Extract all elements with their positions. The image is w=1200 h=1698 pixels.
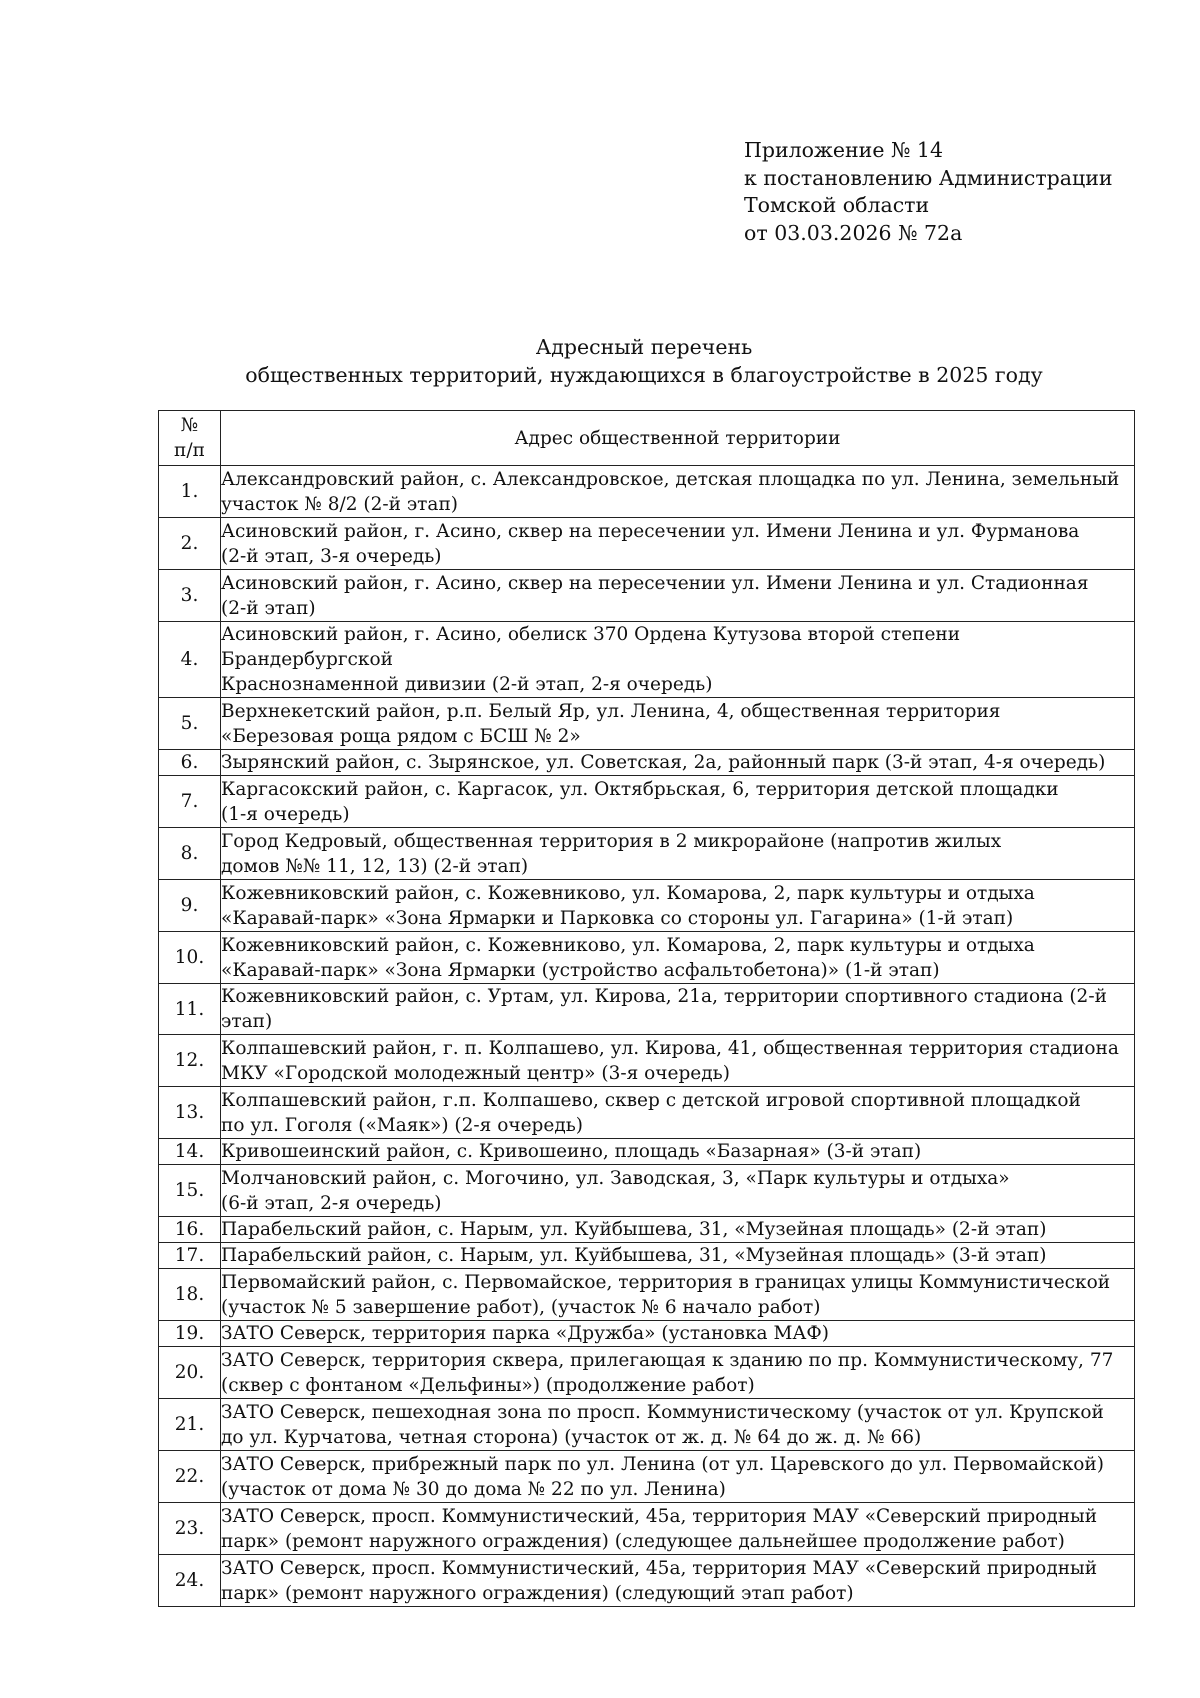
row-number: 16.	[159, 1217, 221, 1243]
row-address-text: Кожевниковский район, с. Кожевниково, ул. Комарова, 2, парк культуры и отдыха «Каравай-парк» «Зона Ярмарки (устройство асфальтобетона)» (1-й этап)	[221, 934, 1035, 981]
row-address	[221, 1087, 1135, 1139]
row-address-text: Парабельский район, с. Нарым, ул. Куйбышева, 31, «Музейная площадь» (2-й этап)	[221, 1219, 1047, 1240]
row-address-text: Каргасокский район, с. Каргасок, ул. Октябрьская, 6, территория детской площадки (1-я очередь)	[221, 778, 1059, 825]
table-row	[159, 1217, 1135, 1243]
row-address-text: Парабельский район, с. Нарым, ул. Куйбышева, 31, «Музейная площадь» (3-й этап)	[221, 1245, 1047, 1266]
table-row	[159, 932, 1135, 984]
table-row	[159, 1035, 1135, 1087]
row-address	[221, 828, 1135, 880]
row-number: 24.	[159, 1555, 221, 1607]
row-address	[221, 1269, 1135, 1321]
row-address-text: ЗАТО Северск, прибрежный парк по ул. Ленина (от ул. Царевского до ул. Первомайской) (участок от дома № 30 до дома № 22 по ул. Ленина)	[221, 1453, 1104, 1500]
row-number: 19.	[159, 1321, 221, 1347]
row-number: 3.	[159, 570, 221, 622]
row-address-text: ЗАТО Северск, территория сквера, прилегающая к зданию по пр. Коммунистическому, 77 (сквер с фонтаном «Дельфины») (продолжение работ)	[221, 1349, 1114, 1396]
row-address-text: Кожевниковский район, с. Кожевниково, ул. Комарова, 2, парк культуры и отдыха «Каравай-парк» «Зона Ярмарки и Парковка со стороны ул. Гагарина» (1-й этап)	[221, 882, 1035, 929]
row-number: 7.	[159, 776, 221, 828]
row-address	[221, 1035, 1135, 1087]
row-address-text: Колпашевский район, г. п. Колпашево, ул. Кирова, 41, общественная территория стадиона МКУ «Городской молодежный центр» (3-я очередь)	[221, 1037, 1119, 1084]
row-number: 23.	[159, 1503, 221, 1555]
row-address	[221, 1555, 1135, 1607]
row-number: 10.	[159, 932, 221, 984]
table-row	[159, 622, 1135, 698]
row-number: 4.	[159, 622, 221, 698]
row-address	[221, 880, 1135, 932]
appendix-line: Приложение № 14	[744, 138, 943, 162]
row-address-text: ЗАТО Северск, территория парка «Дружба» (установка МАФ)	[221, 1323, 829, 1344]
row-address-text: Александровский район, с. Александровское, детская площадка по ул. Ленина, земельный участок № 8/2 (2-й этап)	[221, 468, 1120, 515]
row-address	[221, 1321, 1135, 1347]
row-address-text: Город Кедровый, общественная территория в 2 микрорайоне (напротив жилых домов №№ 11, 12, 13) (2-й этап)	[221, 830, 1002, 877]
row-address	[221, 1451, 1135, 1503]
table-row	[159, 1165, 1135, 1217]
header-address: Адрес общественной территории	[221, 411, 1135, 466]
row-number: 15.	[159, 1165, 221, 1217]
row-address-text: Колпашевский район, г.п. Колпашево, сквер с детской игровой спортивной площадкой по ул. Гоголя («Маяк») (2-я очередь)	[221, 1089, 1081, 1136]
table-row	[159, 880, 1135, 932]
row-address	[221, 932, 1135, 984]
table-row	[159, 1555, 1135, 1607]
table-row	[159, 1321, 1135, 1347]
row-number: 1.	[159, 466, 221, 518]
table-row	[159, 1503, 1135, 1555]
row-address-text: Кожевниковский район, с. Уртам, ул. Кирова, 21а, территории спортивного стадиона (2-й этап)	[221, 986, 1107, 1032]
row-address-text: Асиновский район, г. Асино, сквер на пересечении ул. Имени Ленина и ул. Стадионная (2-й этап)	[221, 572, 1089, 619]
table-row	[159, 1451, 1135, 1503]
table-row	[159, 750, 1135, 776]
table-row	[159, 570, 1135, 622]
address-table	[158, 410, 1135, 1607]
row-number: 22.	[159, 1451, 221, 1503]
row-address-text: ЗАТО Северск, просп. Коммунистический, 45а, территория МАУ «Северский природный парк» (ремонт наружного ограждения) (следующий этап работ)	[221, 1557, 1098, 1604]
row-number: 13.	[159, 1087, 221, 1139]
row-address-text: Асиновский район, г. Асино, обелиск 370 Ордена Кутузова второй степени Брандербургской Краснознаменной дивизии (2-й этап, 2-я очередь)	[221, 624, 961, 695]
row-address	[221, 1217, 1135, 1243]
row-number: 14.	[159, 1139, 221, 1165]
row-address	[221, 1243, 1135, 1269]
row-number: 11.	[159, 984, 221, 1035]
table-row	[159, 984, 1135, 1035]
row-address	[221, 1399, 1135, 1451]
table-body	[159, 466, 1135, 1607]
table-row	[159, 828, 1135, 880]
row-address	[221, 1139, 1135, 1165]
row-number: 5.	[159, 698, 221, 750]
appendix-line: к постановлению Администрации	[744, 165, 1113, 190]
row-number: 12.	[159, 1035, 221, 1087]
row-address	[221, 1503, 1135, 1555]
title-line-2: общественных территорий, нуждающихся в благоустройстве в 2025 году	[245, 362, 1043, 387]
row-number: 20.	[159, 1347, 221, 1399]
row-address	[221, 984, 1135, 1035]
row-address-text: Зырянский район, с. Зырянское, ул. Советская, 2а, районный парк (3-й этап, 4-я очередь)	[221, 752, 1106, 773]
table-row	[159, 518, 1135, 570]
header-number: № п/п	[159, 411, 221, 466]
table-row	[159, 466, 1135, 518]
appendix-line: Томской области	[744, 193, 930, 217]
appendix-block	[744, 137, 1113, 247]
row-address-text: Кривошеинский район, с. Кривошеино, площадь «Базарная» (3-й этап)	[221, 1141, 922, 1162]
row-number: 9.	[159, 880, 221, 932]
row-address	[221, 1347, 1135, 1399]
table-row	[159, 1347, 1135, 1399]
row-address-text: Асиновский район, г. Асино, сквер на пересечении ул. Имени Ленина и ул. Фурманова (2-й этап, 3-я очередь)	[221, 520, 1080, 567]
row-number: 6.	[159, 750, 221, 776]
row-address	[221, 518, 1135, 570]
table-row	[159, 1243, 1135, 1269]
table-row	[159, 1139, 1135, 1165]
row-address	[221, 466, 1135, 518]
table-row	[159, 1269, 1135, 1321]
row-address	[221, 776, 1135, 828]
row-number: 21.	[159, 1399, 221, 1451]
row-address-text: Первомайский район, с. Первомайское, территория в границах улицы Коммунистической (участок № 5 завершение работ), (участок № 6 начало работ)	[221, 1271, 1111, 1318]
row-address-text: ЗАТО Северск, просп. Коммунистический, 45а, территория МАУ «Северский природный парк» (ремонт наружного ограждения) (следующее дальнейшее продолжение работ)	[221, 1505, 1098, 1552]
table-row	[159, 1087, 1135, 1139]
row-number: 8.	[159, 828, 221, 880]
row-address-text: ЗАТО Северск, пешеходная зона по просп. Коммунистическому (участок от ул. Крупской до ул. Курчатова, четная сторона) (участок от ж. д. № 64 до ж. д. № 66)	[221, 1401, 1104, 1448]
title-line-1: Адресный перечень	[535, 335, 753, 359]
row-number: 18.	[159, 1269, 221, 1321]
row-address-text: Верхнекетский район, р.п. Белый Яр, ул. Ленина, 4, общественная территория «Березовая роща рядом с БСШ № 2»	[221, 700, 1001, 747]
row-address	[221, 1165, 1135, 1217]
appendix-line: от 03.03.2026 № 72а	[744, 220, 963, 245]
row-address	[221, 622, 1135, 698]
row-address	[221, 698, 1135, 750]
table-row	[159, 1399, 1135, 1451]
row-address	[221, 570, 1135, 622]
table-row	[159, 698, 1135, 750]
document-title	[158, 334, 1130, 389]
row-address	[221, 750, 1135, 776]
row-address-text: Молчановский район, с. Могочино, ул. Заводская, 3, «Парк культуры и отдыха» (6-й этап, 2-я очередь)	[221, 1167, 1010, 1214]
row-number: 17.	[159, 1243, 221, 1269]
table-row	[159, 776, 1135, 828]
row-number: 2.	[159, 518, 221, 570]
